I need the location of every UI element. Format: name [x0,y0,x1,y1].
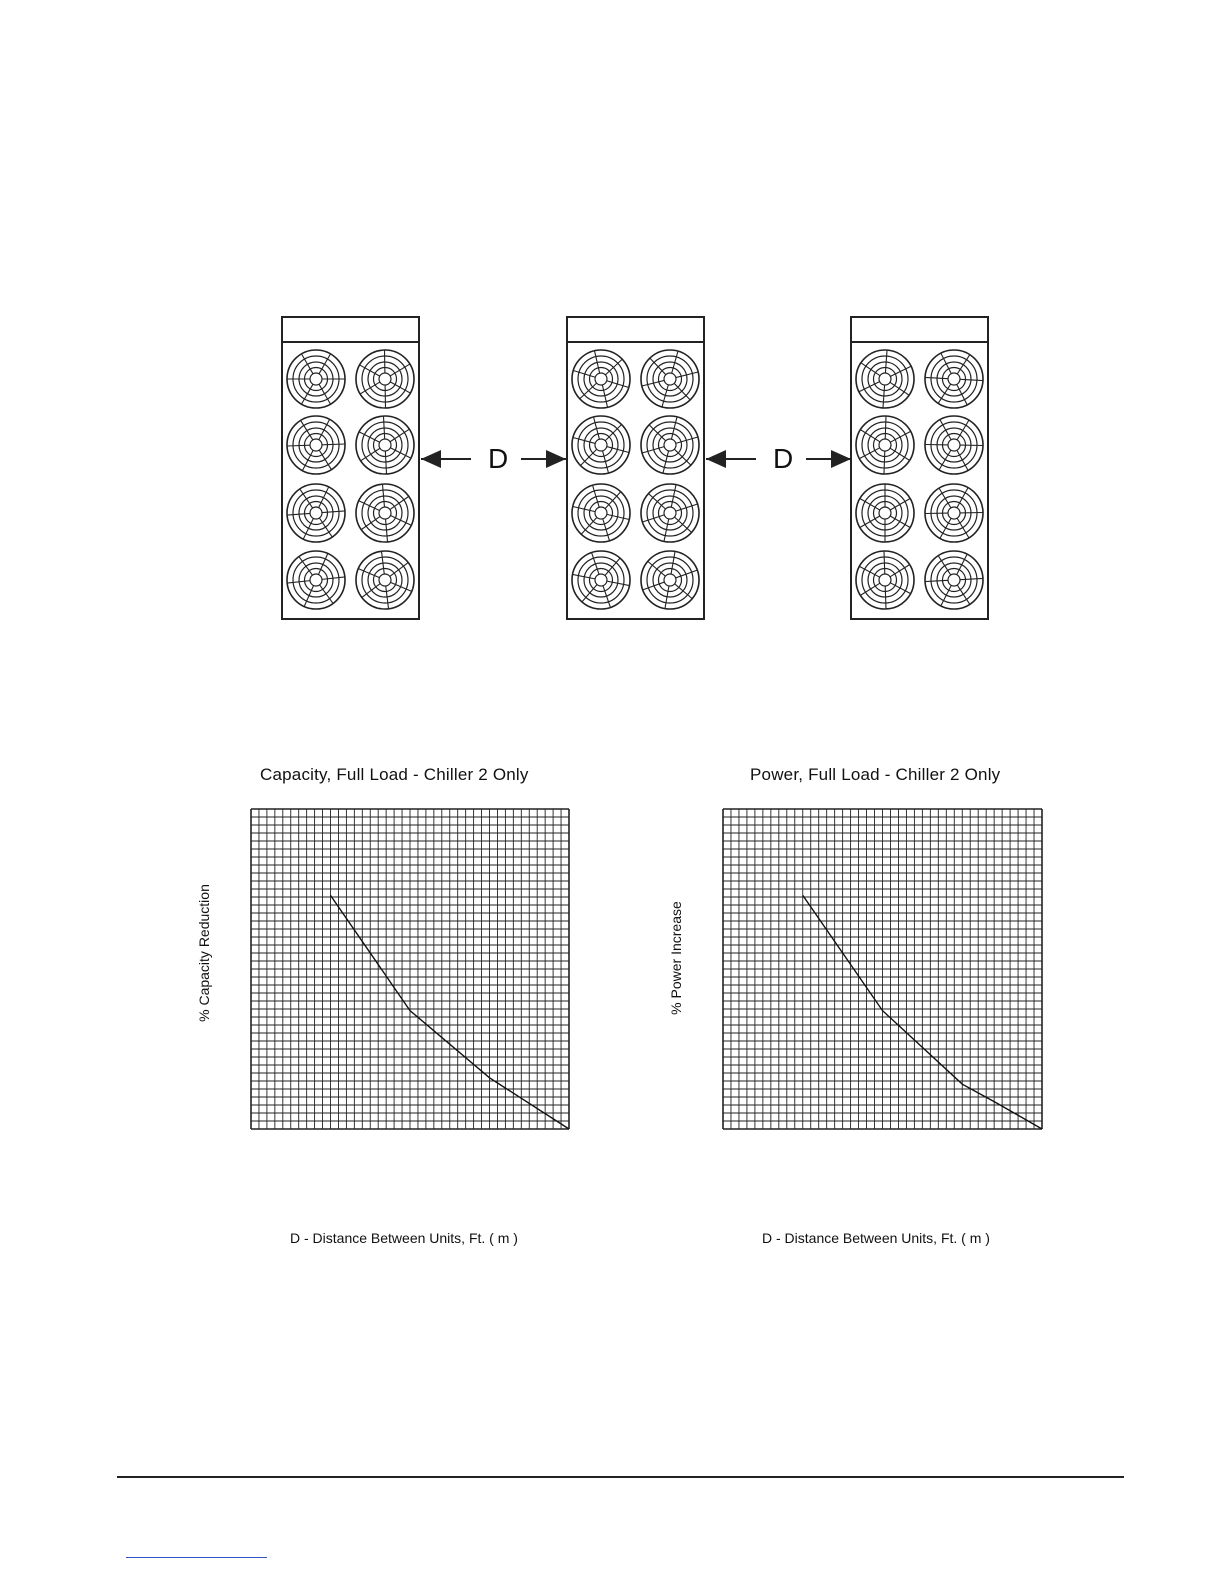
chiller-layout-diagram [0,0,1224,700]
distance-label-2: D [773,443,794,474]
chart-1-plot [250,808,570,1130]
chart-2-xlabel: D - Distance Between Units, Ft. ( m ) [762,1230,990,1246]
chiller-unit-1 [282,317,419,619]
chart-2-ylabel: % Power Increase [668,901,684,1015]
unit-body [851,317,988,619]
chart-1-title: Capacity, Full Load - Chiller 2 Only [260,765,529,784]
chart-2-grid [723,809,1042,1129]
chiller-unit-2 [567,317,704,619]
chart-1-ylabel: % Capacity Reduction [196,884,212,1022]
footer-link-underline [126,1557,267,1558]
arrow-right-2 [806,450,851,468]
arrow-left-1 [421,450,471,468]
distance-label-1: D [488,443,509,474]
chart-1-grid [251,809,569,1129]
chart-2-plot [722,808,1043,1130]
arrow-right-1 [521,450,566,468]
chiller-unit-3 [851,317,988,619]
chart-2-title: Power, Full Load - Chiller 2 Only [750,765,1001,784]
unit-body [567,317,704,619]
chart-1-xlabel: D - Distance Between Units, Ft. ( m ) [290,1230,518,1246]
footer-rule [117,1476,1124,1478]
unit-body [282,317,419,619]
arrow-left-2 [706,450,756,468]
